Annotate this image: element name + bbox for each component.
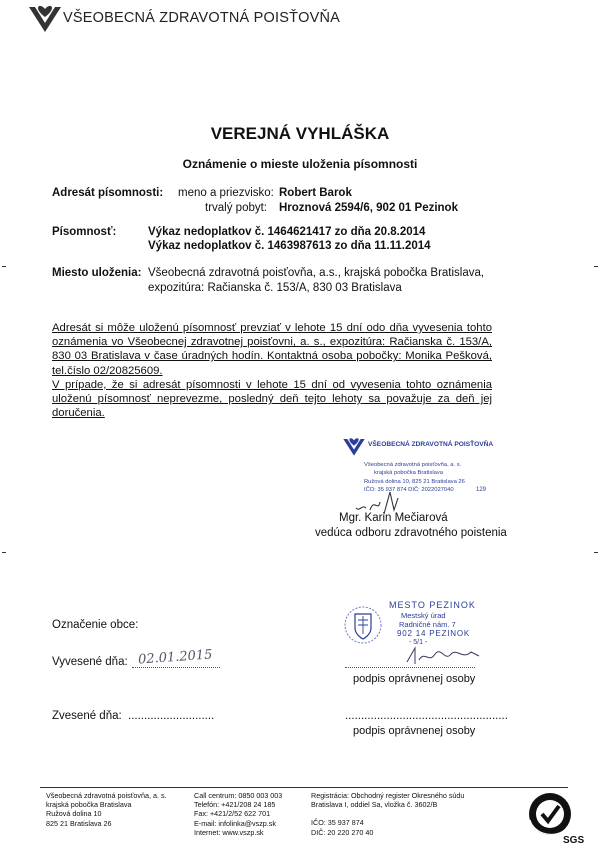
footer-line: Fax: +421/2/52 622 701 — [194, 809, 271, 819]
municipal-stamp-line-3: Radničné nám. 7 — [399, 620, 456, 629]
stamp-line-1: Všeobecná zdravotná poisťovňa, a. s. — [364, 462, 462, 468]
footer-line: Bratislava I, oddiel Sa, vložka č. 3602/B — [311, 800, 438, 810]
posted-date-line — [132, 667, 220, 668]
footer-col-3 — [311, 791, 464, 837]
posted-sig-line — [345, 667, 475, 668]
stamp-number: 129 — [476, 487, 487, 493]
page-title: VEREJNÁ VYHLÁŠKA — [210, 124, 390, 143]
document-label: Písomnosť: — [52, 226, 117, 238]
municipal-signature-drawing — [405, 644, 485, 668]
margin-tick — [594, 552, 598, 553]
name-label: meno a priezvisko: — [178, 187, 274, 199]
posted-date: 02.01.2015 — [137, 647, 213, 668]
footer-spacer — [311, 809, 464, 818]
footer-line: Call centrum: 0850 003 003 — [194, 791, 283, 800]
removed-sig-dots: ................................................... — [345, 710, 508, 722]
addressee-label: Adresát písomnosti: — [52, 187, 164, 199]
municipal-stamp-line-2: Mestský úrad — [401, 611, 446, 620]
removed-dots: ........................... — [128, 710, 215, 722]
posted-sig-label: podpis oprávnenej osoby — [353, 673, 476, 685]
footer-line: Internet: www.vszp.sk — [194, 827, 264, 837]
footer-line: 825 21 Bratislava 26 — [46, 818, 112, 828]
signatory-name: Mgr. Karin Mečiarová — [339, 512, 448, 524]
municipal-stamp-line-5: - 5/1 - — [409, 639, 428, 646]
stamp-line-2: krajská pobočka Bratislava — [374, 470, 443, 476]
sgs-label: SGS — [563, 835, 585, 846]
stamp-line-3: Ružová dolina 10, 825 21 Bratislava 26 — [364, 479, 465, 485]
removed-label: Zvesené dňa: — [52, 710, 122, 722]
footer-line: Ružová dolina 10 — [46, 809, 102, 819]
municipality-label: Označenie obce: — [52, 619, 139, 631]
page-subtitle: Oznámenie o mieste uloženia písomnosti — [182, 157, 418, 171]
location-line-1: Všeobecná zdravotná poisťovňa, a.s., krajská pobočka Bratislava, — [148, 267, 485, 279]
stamp-title: VŠEOBECNÁ ZDRAVOTNÁ POISŤOVŇA — [368, 441, 494, 448]
footer-line: E-mail: infolinka@vszp.sk — [194, 818, 276, 828]
location-line-2: expozitúra: Račianska č. 153/A, 830 03 Bratislava — [148, 282, 402, 294]
stamp-line-4: IČO: 35 937 874 DIČ: 2022027040 — [364, 487, 454, 493]
notice-paragraph-1: Adresát si môže uloženú písomnosť prevziať v lehote 15 dní odo dňa vyvesenia tohto oznámenia vo Všeobecnej zdravotnej poisťovni, a. s., expozitúra: Račianska č. 153/A, 830 03 Bratislava v čase úradných hodín. Kontaktná osoba pobočky: Monika Pešková, tel.číslo 02/20825609. — [52, 322, 492, 377]
posted-label: Vyvesené dňa: — [52, 656, 128, 668]
margin-tick — [2, 552, 6, 553]
margin-tick — [594, 266, 598, 267]
coat-of-arms-icon — [343, 604, 383, 646]
footer-line: Telefón: +421/208 24 185 — [194, 800, 276, 810]
addressee-name: Robert Barok — [279, 187, 352, 199]
notice-text — [52, 321, 492, 420]
removed-sig-label: podpis oprávnenej osoby — [353, 725, 476, 737]
signatory-role: vedúca odboru zdravotného poistenia — [315, 527, 507, 539]
vszp-stamp-logo-icon — [342, 437, 366, 457]
location-label: Miesto uloženia: — [52, 267, 142, 279]
footer-line: DIČ: 20 220 270 40 — [311, 827, 374, 837]
municipal-stamp — [343, 600, 493, 648]
margin-tick — [2, 266, 6, 267]
document-line-1: Výkaz nedoplatkov č. 1464621417 zo dňa 20.8.2014 — [148, 226, 426, 238]
address-label: trvalý pobyt: — [205, 202, 267, 214]
footer-line: Všeobecná zdravotná poisťovňa, a. s. — [46, 791, 167, 800]
footer-line: krajská pobočka Bratislava — [46, 800, 132, 810]
footer-line: Registrácia: Obchodný register Okresného súdu — [311, 791, 465, 800]
footer-col-1 — [46, 791, 167, 828]
footer-col-2 — [194, 791, 282, 837]
document-line-2: Výkaz nedoplatkov č. 1463987613 zo dňa 11.11.2014 — [148, 240, 431, 252]
vszp-logo-icon — [28, 4, 62, 34]
municipal-stamp-line-4: 902 14 PEZINOK — [397, 629, 471, 638]
municipal-stamp-line-1: MESTO PEZINOK — [389, 600, 476, 610]
footer-line: IČO: 35 937 874 — [311, 818, 364, 828]
notice-paragraph-2: V prípade, že si adresát písomnosti v lehote 15 dní od vyvesenia tohto oznámenia uloženú písomnosť neprevezme, posledný deň tejto lehoty sa považuje za deň jej doručenia. — [52, 378, 492, 420]
addressee-address: Hroznová 2594/6, 902 01 Pezinok — [279, 202, 458, 214]
company-name: VŠEOBECNÁ ZDRAVOTNÁ POISŤOVŇA — [63, 10, 341, 26]
footer-rule — [40, 787, 568, 788]
